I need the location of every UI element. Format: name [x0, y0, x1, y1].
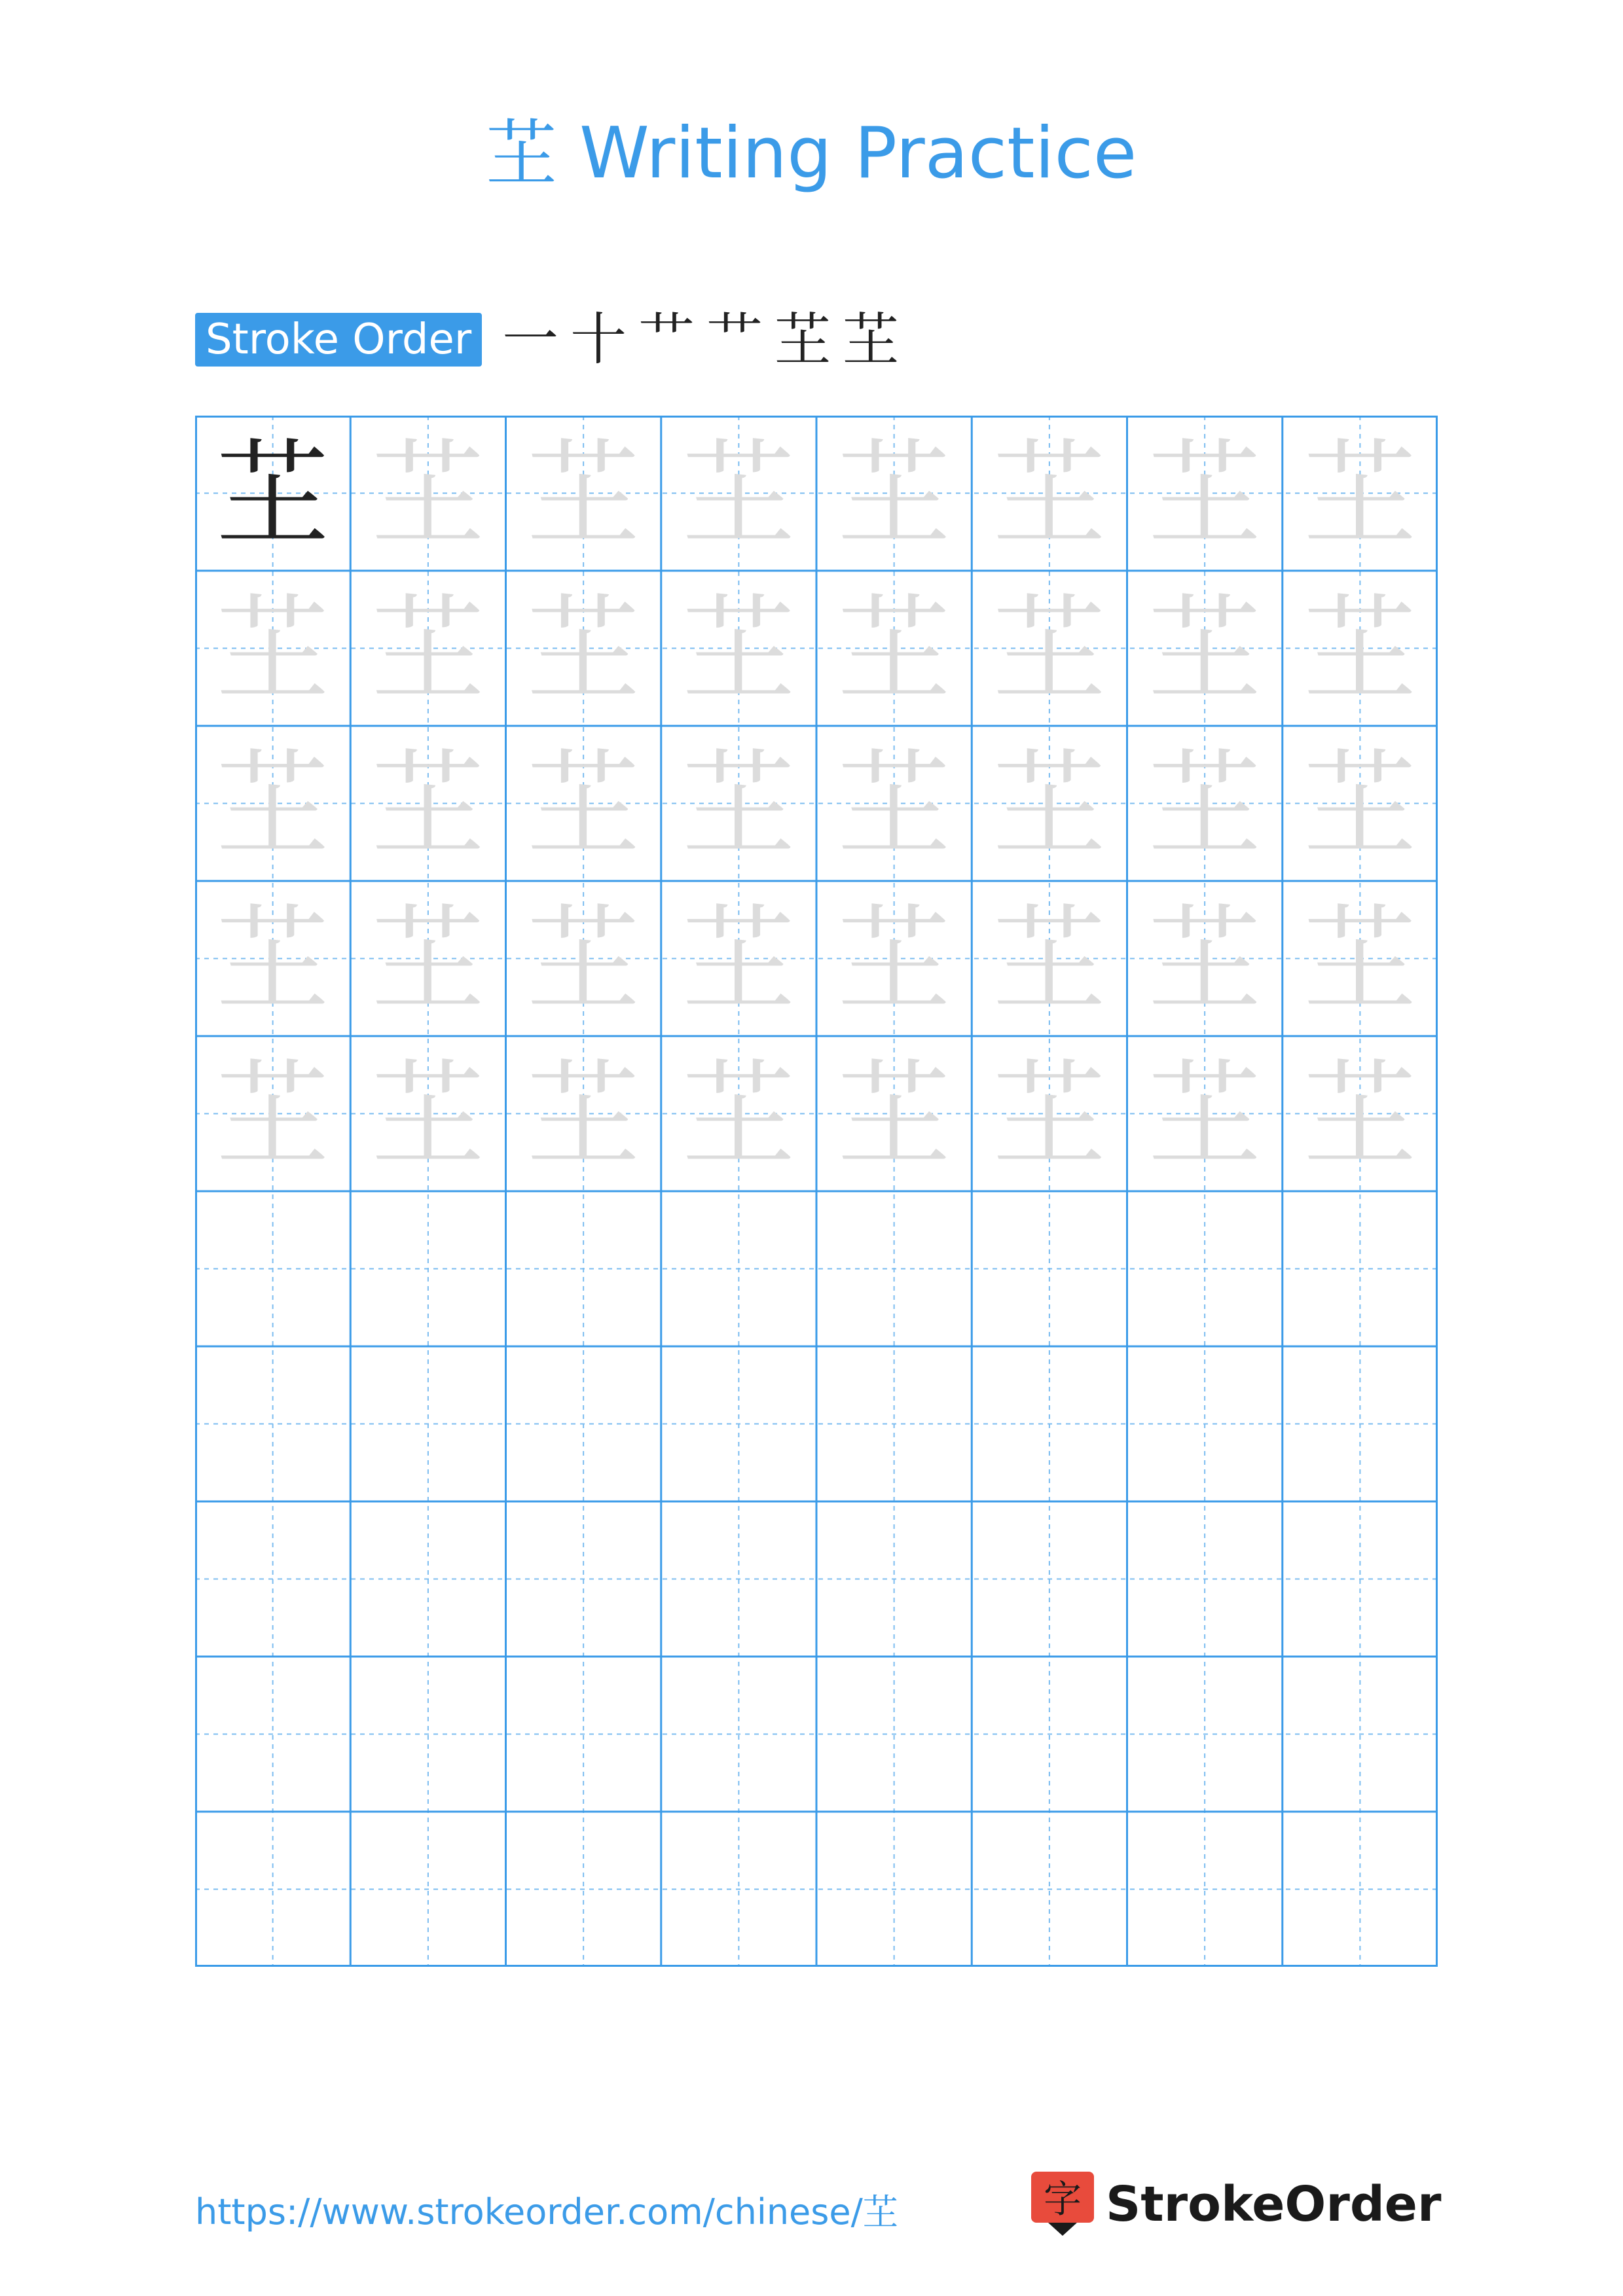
stroke-order-logo-icon [1031, 2172, 1094, 2237]
stroke-step-5: 芏 [775, 307, 831, 372]
stroke-step-2: 十 [570, 307, 627, 372]
trace-character: 芏 [1148, 737, 1262, 869]
empty-practice-cell [816, 1657, 972, 1812]
empty-practice-cell [1283, 1657, 1438, 1812]
svg-text:字: 字 [1043, 2177, 1082, 2221]
trace-character: 芏 [993, 892, 1106, 1024]
empty-practice-cell [506, 1501, 661, 1657]
trace-character: 芏 [216, 582, 329, 714]
trace-character: 芏 [527, 892, 640, 1024]
empty-practice-cell [1283, 1346, 1438, 1501]
empty-practice-cell [661, 1501, 816, 1657]
trace-character: 芏 [371, 737, 484, 869]
trace-character: 芏 [371, 582, 484, 714]
trace-character: 芏 [216, 1047, 329, 1179]
brand-name: StrokeOrder [1106, 2176, 1442, 2233]
empty-practice-cell [506, 1812, 661, 1967]
empty-practice-cell [350, 1501, 505, 1657]
trace-character: 芏 [527, 582, 640, 714]
grid-cells [195, 416, 1438, 1967]
trace-character: 芏 [1304, 737, 1417, 869]
brand-logo [1031, 2172, 1441, 2237]
trace-character: 芏 [682, 582, 795, 714]
trace-character: 芏 [837, 1047, 951, 1179]
trace-character: 芏 [993, 1047, 1106, 1179]
trace-character: 芏 [993, 582, 1106, 714]
empty-practice-cell [506, 1346, 661, 1501]
empty-practice-cell [1127, 1657, 1283, 1812]
stroke-order-steps [496, 306, 905, 374]
empty-practice-cell [1283, 1812, 1438, 1967]
empty-practice-cell [1127, 1812, 1283, 1967]
empty-practice-cell [972, 1501, 1127, 1657]
trace-character: 芏 [527, 737, 640, 869]
trace-character: 芏 [527, 1047, 640, 1179]
trace-character: 芏 [993, 427, 1106, 559]
empty-practice-cell [1127, 1501, 1283, 1657]
empty-practice-cell [350, 1812, 505, 1967]
empty-practice-cell [661, 1812, 816, 1967]
empty-practice-cell [506, 1657, 661, 1812]
empty-practice-cell [350, 1657, 505, 1812]
trace-character: 芏 [216, 892, 329, 1024]
trace-character: 芏 [371, 892, 484, 1024]
empty-practice-cell [1283, 1501, 1438, 1657]
empty-practice-cell [195, 1812, 350, 1967]
empty-practice-cell [661, 1657, 816, 1812]
empty-practice-cell [816, 1501, 972, 1657]
empty-practice-cell [661, 1346, 816, 1501]
empty-practice-cell [1283, 1191, 1438, 1346]
empty-practice-cell [506, 1191, 661, 1346]
empty-practice-cell [972, 1657, 1127, 1812]
stroke-step-6: 芏 [843, 307, 900, 372]
empty-practice-cell [350, 1346, 505, 1501]
trace-character: 芏 [682, 737, 795, 869]
trace-character: 芏 [371, 427, 484, 559]
empty-practice-cell [972, 1346, 1127, 1501]
trace-character: 芏 [1148, 582, 1262, 714]
empty-practice-cell [1127, 1191, 1283, 1346]
trace-character: 芏 [1148, 1047, 1262, 1179]
trace-character: 芏 [216, 737, 329, 869]
page-title: 芏 Writing Practice [486, 113, 1137, 194]
trace-character: 芏 [837, 892, 951, 1024]
trace-character: 芏 [1304, 427, 1417, 559]
empty-practice-cell [972, 1191, 1127, 1346]
empty-practice-cell [195, 1501, 350, 1657]
trace-character: 芏 [1148, 427, 1262, 559]
trace-character: 芏 [1304, 1047, 1417, 1179]
trace-character: 芏 [1304, 582, 1417, 714]
trace-character: 芏 [682, 892, 795, 1024]
trace-character: 芏 [837, 427, 951, 559]
empty-practice-cell [350, 1191, 505, 1346]
trace-character: 芏 [682, 427, 795, 559]
empty-practice-cell [816, 1812, 972, 1967]
trace-character: 芏 [527, 427, 640, 559]
stroke-order-label: Stroke Order [195, 313, 482, 367]
empty-practice-cell [661, 1191, 816, 1346]
trace-character: 芏 [837, 582, 951, 714]
empty-practice-cell [816, 1191, 972, 1346]
empty-practice-cell [195, 1191, 350, 1346]
stroke-step-3: 艹 [638, 307, 695, 372]
trace-character: 芏 [837, 737, 951, 869]
practice-grid [195, 416, 1438, 1967]
stroke-step-1: 一 [502, 307, 559, 372]
trace-character: 芏 [682, 1047, 795, 1179]
empty-practice-cell [1127, 1346, 1283, 1501]
model-character: 芏 [216, 427, 329, 559]
stroke-order-row [195, 307, 905, 372]
trace-character: 芏 [1148, 892, 1262, 1024]
trace-character: 芏 [993, 737, 1106, 869]
empty-practice-cell [816, 1346, 972, 1501]
empty-practice-cell [195, 1657, 350, 1812]
empty-practice-cell [195, 1346, 350, 1501]
source-link[interactable]: https://www.strokeorder.com/chinese/芏 [195, 2191, 898, 2233]
empty-practice-cell [972, 1812, 1127, 1967]
stroke-step-4: 艹 [706, 307, 763, 372]
trace-character: 芏 [1304, 892, 1417, 1024]
trace-character: 芏 [371, 1047, 484, 1179]
